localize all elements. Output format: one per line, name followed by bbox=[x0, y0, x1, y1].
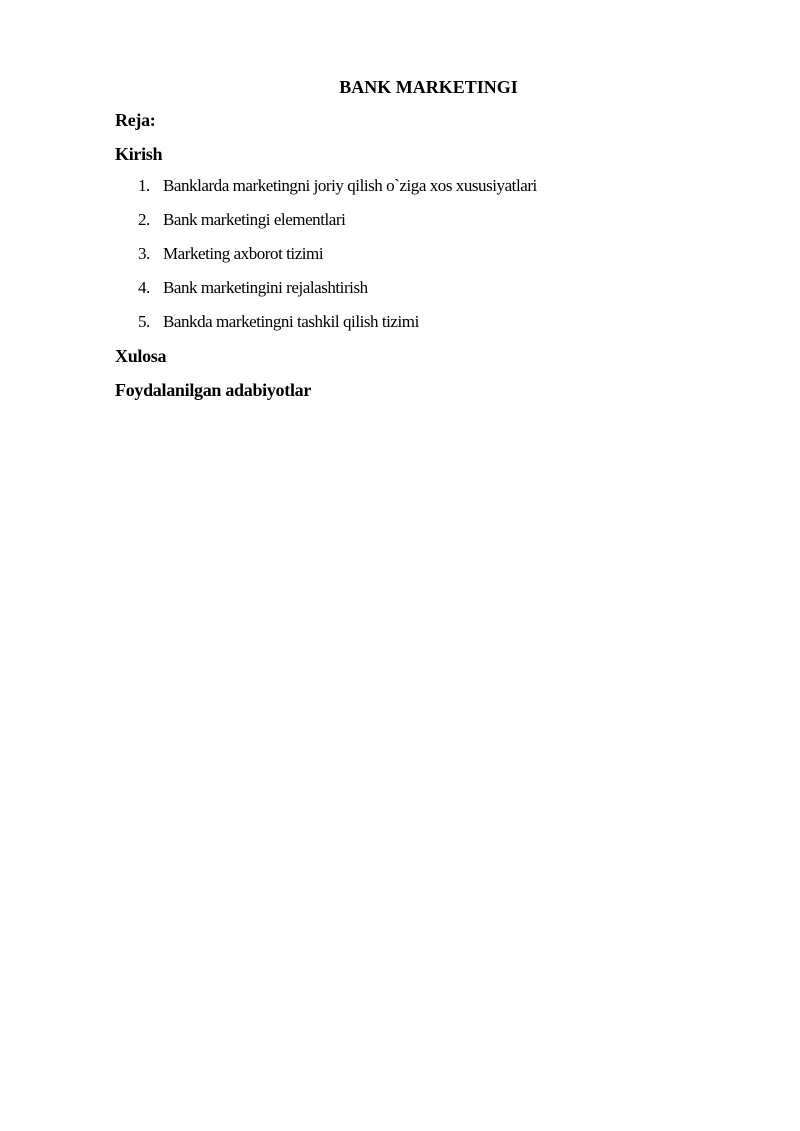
conclusion-heading: Xulosa bbox=[115, 346, 167, 366]
toc-item-number: 5. bbox=[138, 312, 150, 331]
plan-heading: Reja: bbox=[115, 110, 156, 130]
toc-item-text: Bank marketingi elementlari bbox=[163, 210, 346, 229]
references-heading: Foydalanilgan adabiyotlar bbox=[115, 380, 312, 400]
toc-item-number: 2. bbox=[138, 210, 150, 229]
intro-heading: Kirish bbox=[115, 144, 163, 164]
document-title: BANK MARKETINGI bbox=[339, 77, 518, 97]
toc-item-text: Marketing axborot tizimi bbox=[163, 244, 324, 263]
toc-item-text: Banklarda marketingni joriy qilish o`ziga xos xususiyatlari bbox=[163, 176, 537, 195]
toc-item-text: Bank marketingini rejalashtirish bbox=[163, 278, 368, 297]
toc-item-text: Bankda marketingni tashkil qilish tizimi bbox=[163, 312, 419, 331]
toc-item-number: 4. bbox=[138, 278, 150, 297]
toc-item-number: 3. bbox=[138, 244, 150, 263]
toc-item-number: 1. bbox=[138, 176, 150, 195]
